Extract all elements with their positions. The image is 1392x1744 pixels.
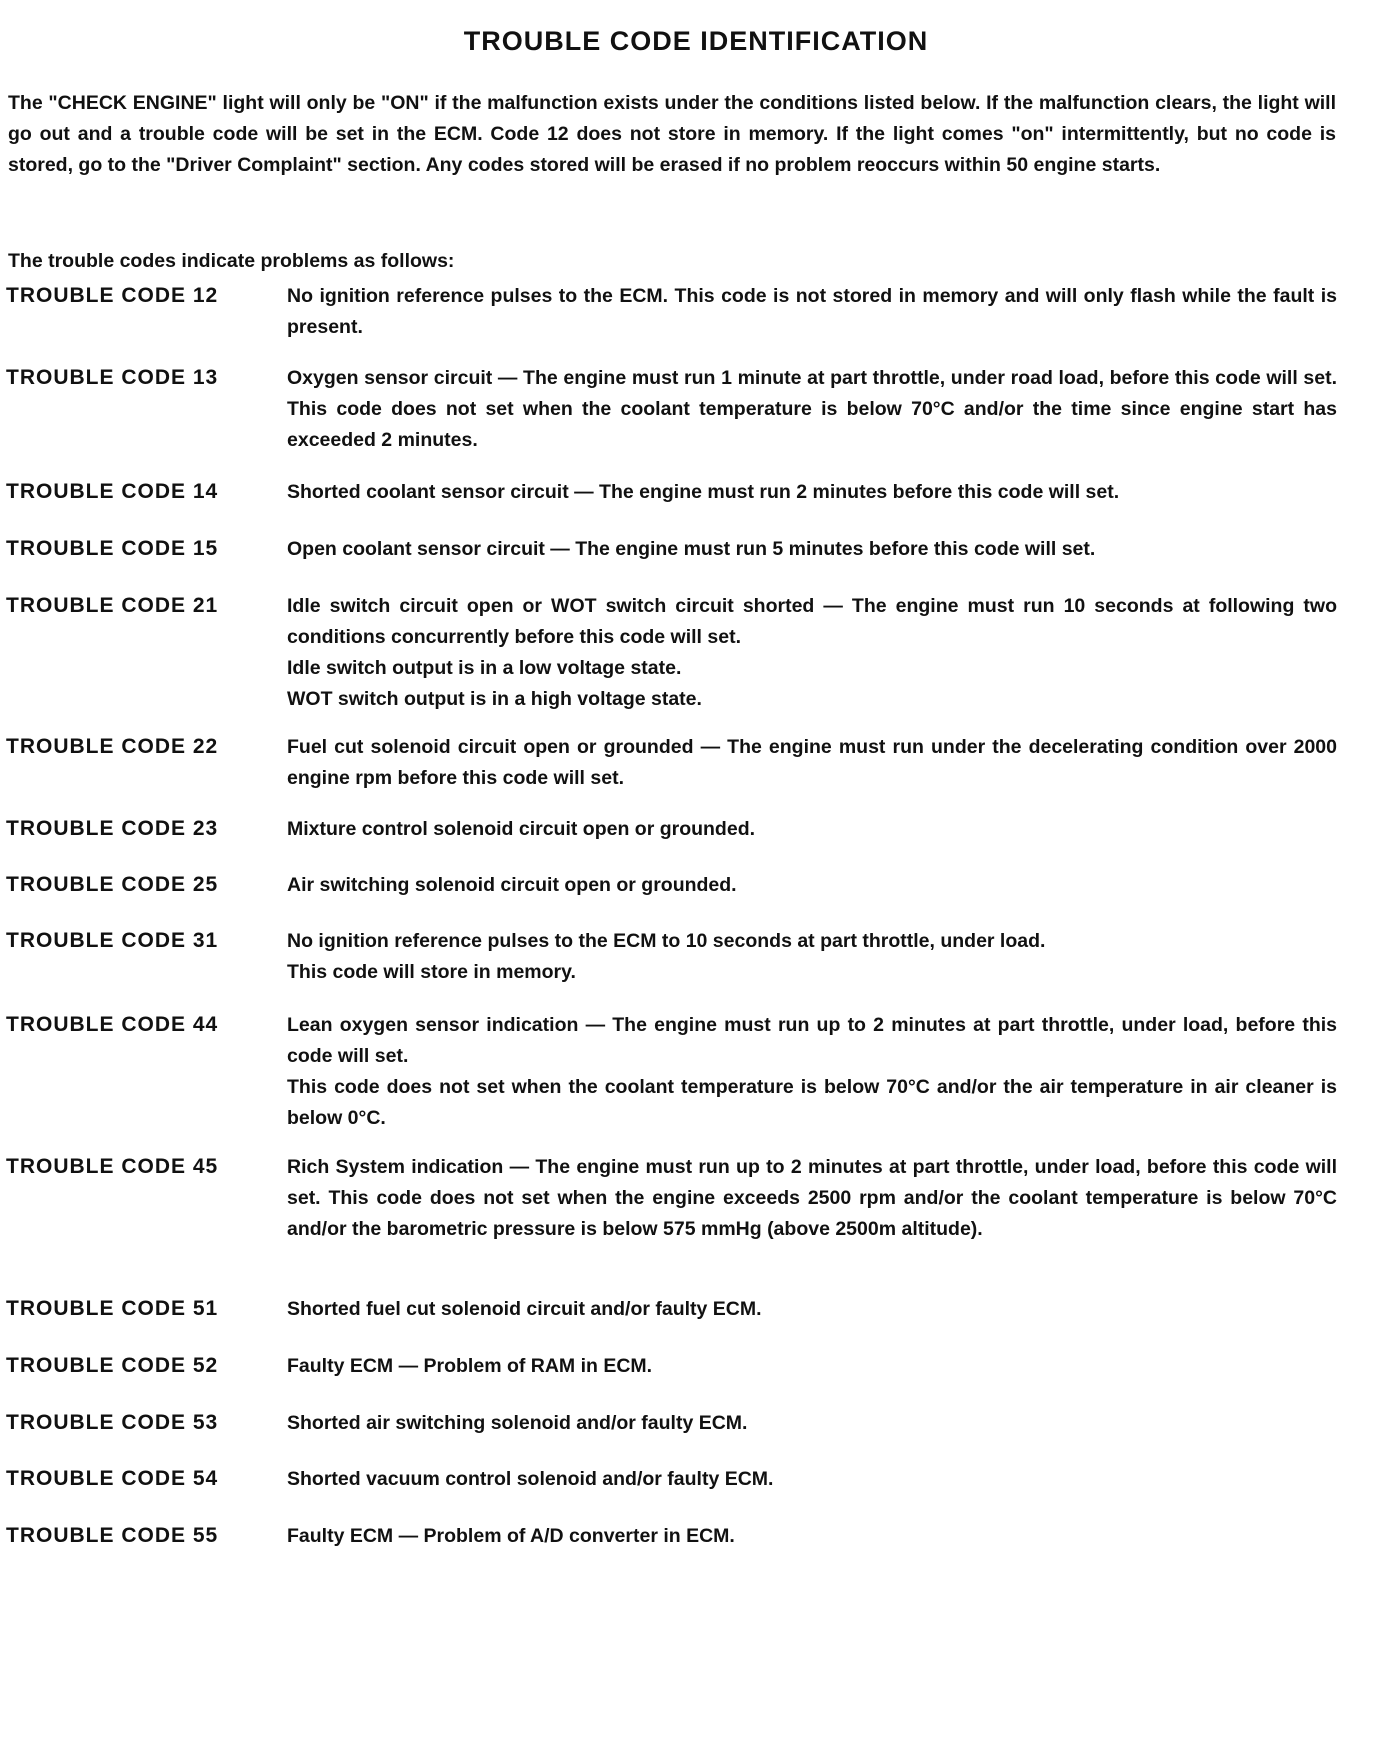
trouble-code-description bbox=[287, 534, 1337, 565]
trouble-code-label: TROUBLE CODE 14 bbox=[6, 480, 219, 503]
trouble-code-label: TROUBLE CODE 25 bbox=[6, 873, 219, 896]
description-line: This code will store in memory. bbox=[287, 961, 576, 983]
page-title: TROUBLE CODE IDENTIFICATION bbox=[463, 26, 929, 56]
trouble-code-description bbox=[287, 1521, 1337, 1552]
trouble-code-label: TROUBLE CODE 31 bbox=[6, 929, 219, 952]
trouble-code-description bbox=[287, 1464, 1337, 1495]
description-line: Lean oxygen sensor indication — The engine must run up to 2 minutes at part throttle, under load, before this code will set. bbox=[287, 1014, 1337, 1067]
trouble-code-description bbox=[287, 926, 1337, 988]
trouble-code-label: TROUBLE CODE 45 bbox=[6, 1155, 219, 1178]
trouble-code-description bbox=[287, 1408, 1337, 1439]
description-line: Shorted coolant sensor circuit — The engine must run 2 minutes before this code will set. bbox=[287, 481, 1120, 503]
description-line: No ignition reference pulses to the ECM. This code is not stored in memory and will only flash while the fault is present. bbox=[287, 285, 1337, 338]
trouble-code-description bbox=[287, 732, 1337, 794]
trouble-code-label: TROUBLE CODE 44 bbox=[6, 1013, 219, 1036]
description-line: Shorted air switching solenoid and/or faulty ECM. bbox=[287, 1412, 748, 1434]
description-line: Oxygen sensor circuit — The engine must run 1 minute at part throttle, under road load, before this code will set. This code does not set when the coolant temperature is below 70°C and/or the time since engine start has exceeded 2 minutes. bbox=[287, 367, 1337, 451]
trouble-code-description bbox=[287, 1351, 1337, 1382]
trouble-code-description bbox=[287, 363, 1337, 456]
description-line: Rich System indication — The engine must run up to 2 minutes at part throttle, under load, before this code will set. This code does not set when the engine exceeds 2500 rpm and/or the coolant temperature is below 70°C and/or the barometric pressure is below 575 mmHg (above 2500m altitude). bbox=[287, 1156, 1337, 1240]
lead-sentence: The trouble codes indicate problems as follows: bbox=[8, 250, 455, 272]
trouble-code-label: TROUBLE CODE 13 bbox=[6, 366, 219, 389]
trouble-code-label: TROUBLE CODE 22 bbox=[6, 735, 219, 758]
description-line: Open coolant sensor circuit — The engine must run 5 minutes before this code will set. bbox=[287, 538, 1096, 560]
trouble-code-label: TROUBLE CODE 51 bbox=[6, 1297, 219, 1320]
description-line: Idle switch output is in a low voltage state. bbox=[287, 657, 682, 679]
description-line: Idle switch circuit open or WOT switch circuit shorted — The engine must run 10 seconds at following two conditions concurrently before this code will set. bbox=[287, 595, 1337, 648]
trouble-code-description bbox=[287, 591, 1337, 715]
trouble-code-label: TROUBLE CODE 23 bbox=[6, 817, 219, 840]
description-line: Mixture control solenoid circuit open or grounded. bbox=[287, 818, 756, 840]
trouble-code-description bbox=[287, 281, 1337, 343]
description-line: Air switching solenoid circuit open or grounded. bbox=[287, 874, 737, 896]
description-line: Fuel cut solenoid circuit open or grounded — The engine must run under the decelerating condition over 2000 engine rpm before this code will set. bbox=[287, 736, 1337, 789]
description-line: Shorted vacuum control solenoid and/or faulty ECM. bbox=[287, 1468, 774, 1490]
intro-paragraph: The "CHECK ENGINE" light will only be "ON" if the malfunction exists under the conditions listed below. If the malfunction clears, the light will go out and a trouble code will be set in the ECM. Code 12 does not store in memory. If the light comes "on" intermittently, but no code is stored, go to the "Driver Complaint" section. Any codes stored will be erased if no problem reoccurs within 50 engine starts. bbox=[8, 92, 1336, 176]
trouble-code-label: TROUBLE CODE 53 bbox=[6, 1411, 219, 1434]
trouble-code-description bbox=[287, 1152, 1337, 1245]
description-line: WOT switch output is in a high voltage state. bbox=[287, 688, 702, 710]
description-line: This code does not set when the coolant temperature is below 70°C and/or the air temperature in air cleaner is below 0°C. bbox=[287, 1076, 1337, 1129]
trouble-code-description bbox=[287, 870, 1337, 901]
trouble-code-label: TROUBLE CODE 52 bbox=[6, 1354, 219, 1377]
trouble-code-label: TROUBLE CODE 21 bbox=[6, 594, 219, 617]
trouble-code-label: TROUBLE CODE 54 bbox=[6, 1467, 219, 1490]
trouble-code-description bbox=[287, 1010, 1337, 1134]
description-line: No ignition reference pulses to the ECM to 10 seconds at part throttle, under load. bbox=[287, 930, 1046, 952]
trouble-code-label: TROUBLE CODE 55 bbox=[6, 1524, 219, 1547]
trouble-code-description bbox=[287, 1294, 1337, 1325]
trouble-code-label: TROUBLE CODE 15 bbox=[6, 537, 219, 560]
trouble-code-description bbox=[287, 477, 1337, 508]
trouble-code-description bbox=[287, 814, 1337, 845]
description-line: Faulty ECM — Problem of RAM in ECM. bbox=[287, 1355, 653, 1377]
description-line: Shorted fuel cut solenoid circuit and/or faulty ECM. bbox=[287, 1298, 762, 1320]
description-line: Faulty ECM — Problem of A/D converter in ECM. bbox=[287, 1525, 735, 1547]
trouble-code-label: TROUBLE CODE 12 bbox=[6, 284, 219, 307]
